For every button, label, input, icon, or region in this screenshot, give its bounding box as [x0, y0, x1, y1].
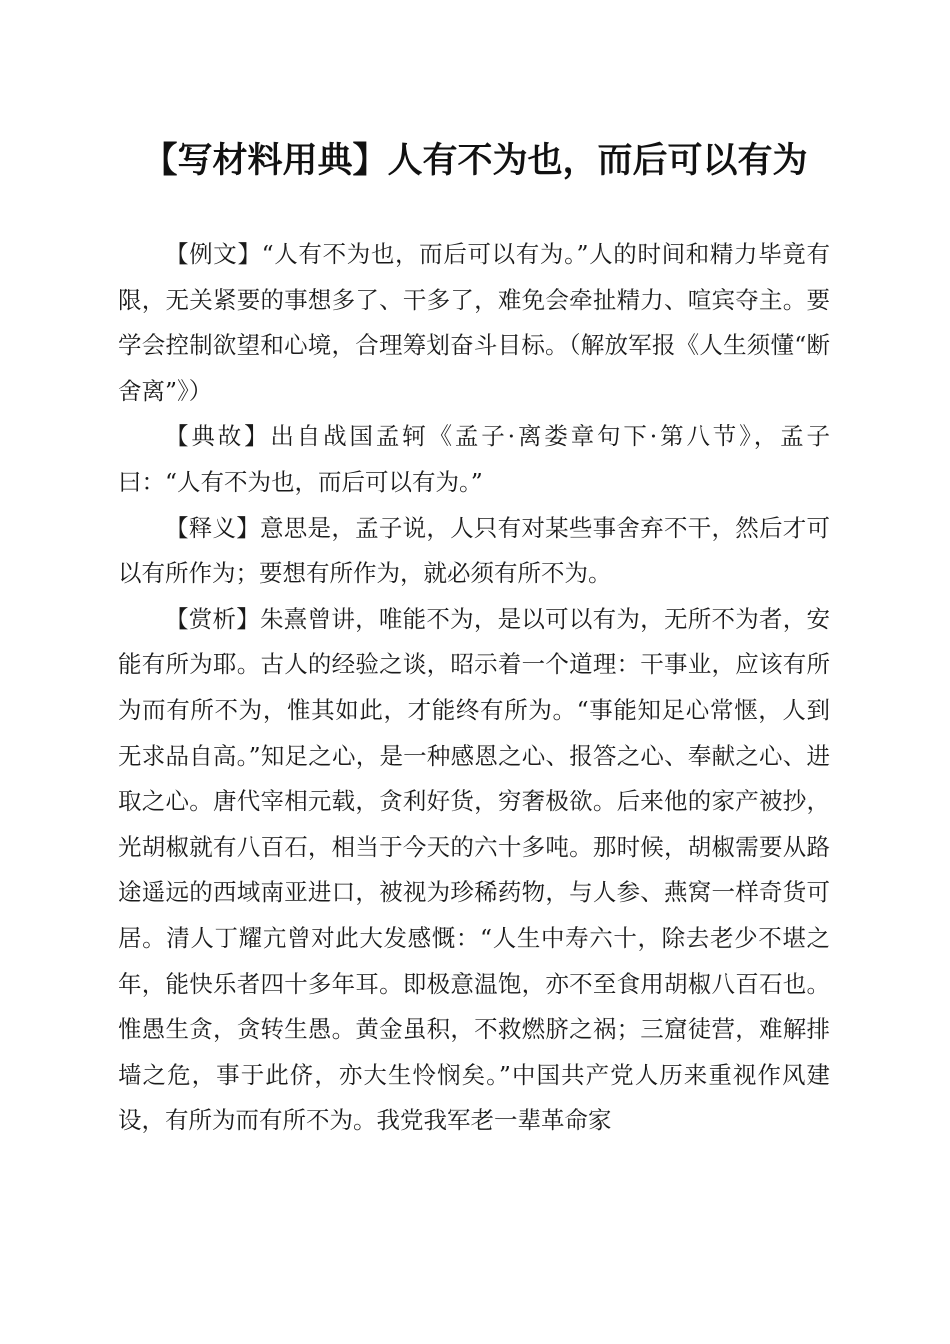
document-title: 【写材料用典】人有不为也，而后可以有为 — [142, 140, 808, 181]
paragraph-interpretation: 【释义】意思是，孟子说，人只有对某些事舍弃不干，然后才可以有所作为；要想有所作为，就必须有所不为。 — [118, 513, 830, 588]
paragraph-example: 【例文】“人有不为也，而后可以有为。”人的时间和精力毕竟有限，无关紧要的事想多了、干多了，难免会牵扯精力、喧宾夺主。要学会控制欲望和心境，合理筹划奋斗目标。（解放军报《人生须懂“断舍离”》） — [118, 240, 830, 405]
paragraph-allusion: 【典故】出自战国孟轲《孟子·离娄章句下·第八节》，孟子曰：“人有不为也，而后可以有为。” — [118, 422, 830, 496]
paragraph-appreciation: 【赏析】朱熹曾讲，唯能不为，是以可以有为，无所不为者，安能有所为耶。古人的经验之谈，昭示着一个道理：干事业，应该有所为而有所不为，惟其如此，才能终有所为。“事能知足心常惬，人到无求品自高。”知足之心，是一种感恩之心、报答之心、奉献之心、进取之心。唐代宰相元载，贪利好货，穷奢极欲。后来他的家产被抄，光胡椒就有八百石，相当于今天的六十多吨。那时候，胡椒需要从路途遥远的西域南亚进口，被视为珍稀药物，与人参、燕窝一样奇货可居。清人丁耀亢曾对此大发感慨：“人生中寿六十，除去老少不堪之年，能快乐者四十多年耳。即极意温饱，亦不至食用胡椒八百石也。惟愚生贪，贪转生愚。黄金虽积，不救燃脐之祸；三窟徒营，难解排墙之危，事于此侪，亦大生怜悯矣。”中国共产党人历来重视作风建设，有所为而有所不为。我党我军老一辈革命家 — [118, 604, 830, 1135]
document-body — [118, 232, 830, 1144]
